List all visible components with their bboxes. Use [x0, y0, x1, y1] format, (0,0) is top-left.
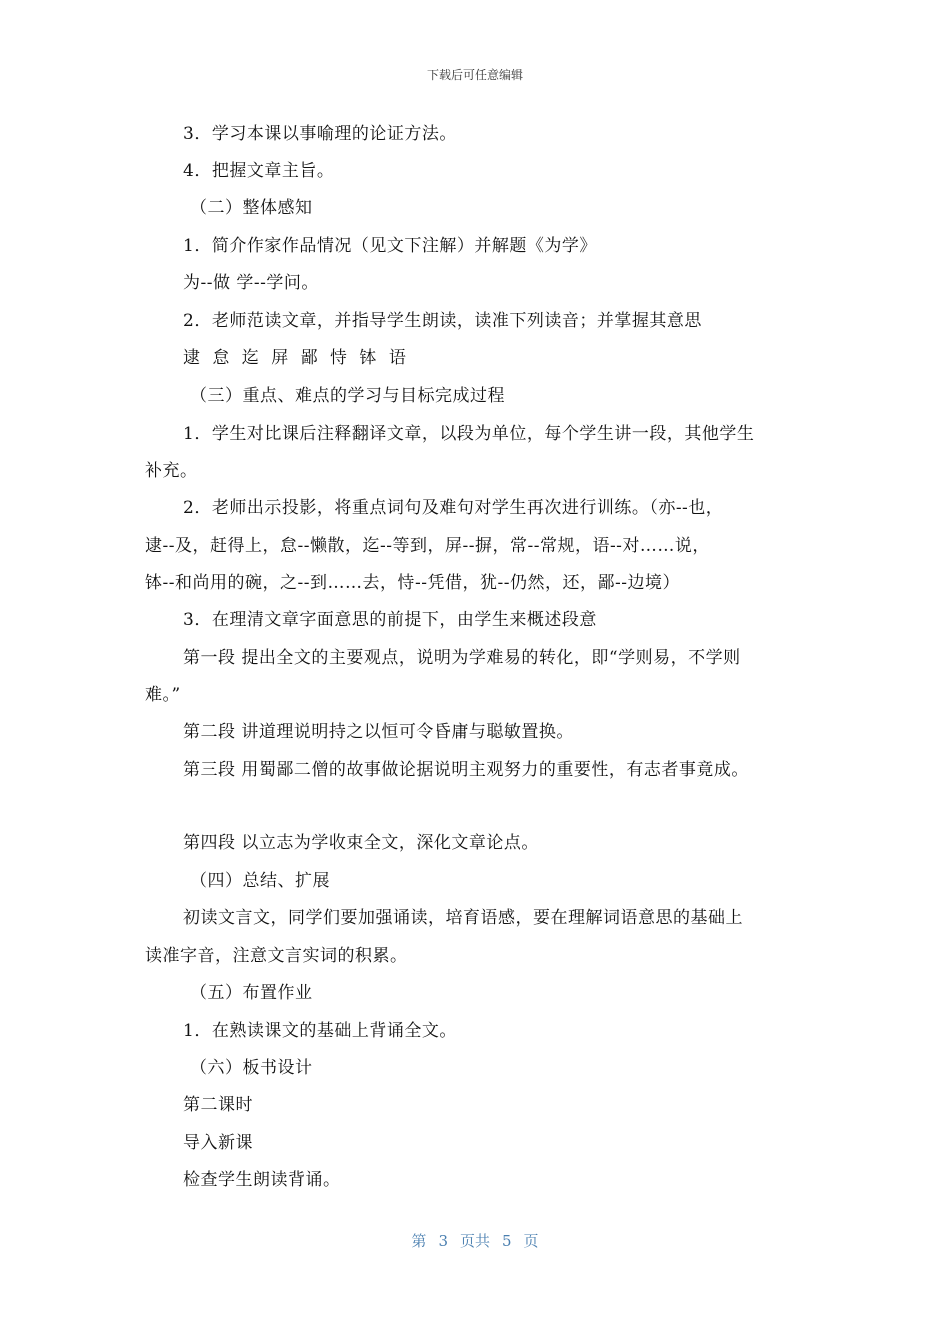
text-line: 2．老师范读文章，并指导学生朗读，读准下列读音；并掌握其意思 [183, 311, 702, 331]
footer-label-ye: 页 [523, 1232, 539, 1250]
text-line: 逮 怠 迄 屏 鄙 恃 钵 语 [183, 348, 407, 368]
text-line: 初读文言文，同学们要加强诵读，培育语感，要在理解词语意思的基础上 [183, 908, 743, 928]
text-line: 3．在理清文章字面意思的前提下，由学生来概述段意 [183, 610, 597, 630]
text-line: 补充。 [145, 461, 198, 481]
footer-label-mid: 页共 [459, 1232, 490, 1250]
text-line: 第一段 提出全文的主要观点，说明为学难易的转化，即“学则易，不学则 [183, 648, 741, 668]
section-heading: （四）总结、扩展 [190, 871, 330, 891]
text-line: 为--做 学--学问。 [183, 273, 319, 293]
text-line: 1．学生对比课后注释翻译文章，以段为单位，每个学生讲一段，其他学生 [183, 424, 755, 444]
text-line: 导入新课 [183, 1133, 253, 1153]
page-header: 下载后可任意编辑 [426, 68, 523, 82]
text-line: 1．在熟读课文的基础上背诵全文。 [183, 1021, 457, 1041]
section-heading: （五）布置作业 [190, 983, 313, 1003]
section-heading: （二）整体感知 [190, 198, 313, 218]
footer-page-number: 3 [438, 1232, 448, 1250]
text-line: 第二段 讲道理说明持之以恒可令昏庸与聪敏置换。 [183, 722, 574, 742]
page-footer [0, 1230, 950, 1251]
text-line: 第二课时 [183, 1095, 253, 1115]
section-heading: （三）重点、难点的学习与目标完成过程 [190, 386, 505, 406]
text-line: 4．把握文章主旨。 [183, 161, 335, 181]
text-line: 2．老师出示投影，将重点词句及难句对学生再次进行训练。（亦--也， [183, 498, 724, 518]
text-line: 逮--及，赶得上，怠--懒散，迄--等到，屏--摒，常--常规，语--对……说， [145, 536, 710, 556]
text-line: 3．学习本课以事喻理的论证方法。 [183, 124, 457, 144]
text-line: 第三段 用蜀鄙二僧的故事做论据说明主观努力的重要性，有志者事竟成。 [183, 760, 749, 780]
text-line: 1．简介作家作品情况（见文下注解）并解题《为学》 [183, 236, 597, 256]
footer-label-di: 第 [411, 1232, 427, 1250]
text-line: 钵--和尚用的碗，之--到……去，恃--凭借，犹--仍然，还，鄙--边境） [145, 573, 680, 593]
text-line: 第四段 以立志为学收束全文，深化文章论点。 [183, 833, 539, 853]
text-line: 读准字音，注意文言实词的积累。 [145, 946, 408, 966]
footer-total-pages: 5 [502, 1232, 512, 1250]
text-line: 难。” [145, 685, 181, 705]
section-heading: （六）板书设计 [190, 1058, 313, 1078]
text-line: 检查学生朗读背诵。 [183, 1170, 341, 1190]
